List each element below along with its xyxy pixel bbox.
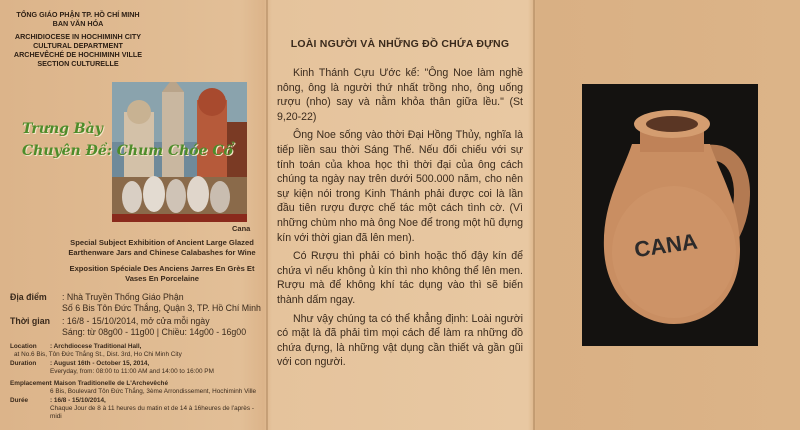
exhibition-title bbox=[22, 118, 233, 162]
left-panel bbox=[0, 0, 266, 430]
article-body bbox=[277, 66, 523, 370]
location-label: Location bbox=[10, 343, 37, 350]
header-line: ARCHEVÊCHÉ DE HOCHIMINH VILLE bbox=[13, 50, 143, 59]
header-line: SECTION CULTURELLE bbox=[37, 59, 119, 68]
jar-label: CANA bbox=[632, 228, 700, 263]
duration-value: : August 16th - October 15, 2014, bbox=[50, 360, 150, 367]
article-paragraph: Ông Noe sống vào thời Đại Hồng Thủy, nghĩa là tiếp liền sau thời Sáng Thế. Nếu đối chiếu với sự tính toán của khoa học thì thời đại của ông cách chúng ta ngày nay trên dưới 500.000 năm, cho nên sự kiện nói trong Kinh Thánh phải được coi là lần đầu tiên rượu được chế tác một cách tình cờ. (Vì những chùm nho mà ông Noe để trong một hũ đựng kín với thời gian đã lên men). bbox=[277, 129, 523, 244]
duree-value: : 16/8 - 15/10/2014, bbox=[50, 397, 106, 404]
location-info bbox=[10, 343, 182, 359]
header-line: BAN VĂN HÓA bbox=[52, 19, 104, 28]
duration-hours: Everyday, from: 08:00 to 11:00 AM and 14:00 to 16:00 PM bbox=[50, 368, 214, 376]
header-line: TỔNG GIÁO PHẬN TP. HỒ CHÍ MINH bbox=[16, 10, 140, 19]
article-paragraph: Có Rượu thì phải có bình hoặc thố đậy kín để chứa vì nếu không ủ kín thì nho không thể lên men. Rượu mà để không khí tác dụng vào thì sẽ biến thành dấm ngay. bbox=[277, 250, 523, 306]
time-dates: : 16/8 - 15/10/2014, mở cửa mỗi ngày bbox=[62, 316, 210, 326]
organization-header bbox=[8, 10, 148, 68]
emplacement-label: Emplacement bbox=[10, 380, 52, 387]
emplacement-address: 6 Bis, Boulevard Tôn Đức Thắng, 3ème Arrondissement, Hochiminh Ville bbox=[50, 388, 257, 396]
venue-info bbox=[10, 292, 261, 314]
time-label: Thời gian bbox=[10, 316, 50, 326]
duree-info bbox=[10, 397, 266, 422]
article-paragraph: Như vậy chúng ta có thể khẳng định: Loài người có mặt là đã phải tìm mọi cách để làm ra những đồ chứa đựng, là những vật dụng cần thiết và gần gũi với con người. bbox=[277, 312, 523, 369]
duree-label: Durée bbox=[10, 397, 29, 404]
emplacement-info bbox=[10, 380, 256, 396]
location-address: at No.6 Bis, Tôn Đức Thắng St., Dist. 3rd, Ho Chi Minh City bbox=[14, 351, 182, 359]
time-hours: Sáng: từ 08g00 - 11g00 | Chiều: 14g00 - 16g00 bbox=[62, 327, 247, 337]
cana-jar-photo bbox=[582, 84, 758, 346]
duree-hours: Chaque Jour de 8 à 11 heures du matin et de 14 à 16heures de l'après - midi bbox=[50, 405, 254, 421]
article-title: LOÀI NGƯỜI VÀ NHỮNG ĐỒ CHỨA ĐỰNG bbox=[290, 38, 510, 50]
header-line: CULTURAL DEPARTMENT bbox=[33, 41, 123, 50]
header-line: ARCHIDIOCESE IN HOCHIMINH CITY bbox=[14, 32, 142, 41]
english-title: Special Subject Exhibition of Ancient Large Glazed Earthenware Jars and Chinese Calabashes for Wine bbox=[68, 238, 256, 257]
venue-address: Số 6 Bis Tôn Đức Thắng, Quận 3, TP. Hồ Chí Minh bbox=[62, 303, 261, 313]
exhibition-title-line2: Chuyên Đề: Chum Chóe Cổ bbox=[22, 143, 233, 159]
french-title: Exposition Spéciale Des Anciens Jarres En Grès Et Vases En Porcelaine bbox=[69, 264, 255, 283]
exhibition-title-line1: Trưng Bày bbox=[22, 121, 103, 137]
duration-info bbox=[10, 360, 214, 376]
article-paragraph: Kinh Thánh Cựu Ước kể: "Ông Noe làm nghề nông, ông là người thứ nhất trồng nho, ông uống rượu (nho) say và nằm khỏa thân giữa lều." (St 9,20-22) bbox=[277, 67, 523, 123]
venue-name: : Nhà Truyền Thống Giáo Phận bbox=[62, 292, 184, 302]
venue-label: Địa điểm bbox=[10, 292, 47, 302]
photo-caption: Cana bbox=[232, 224, 251, 233]
emplacement-value: : Maison Traditionelle de L'Archevêché bbox=[50, 380, 169, 387]
location-value: : Archdiocese Traditional Hall, bbox=[50, 343, 142, 350]
duration-label: Duration bbox=[10, 360, 37, 367]
middle-panel bbox=[267, 0, 533, 430]
time-info bbox=[10, 316, 246, 338]
right-panel bbox=[534, 0, 800, 430]
